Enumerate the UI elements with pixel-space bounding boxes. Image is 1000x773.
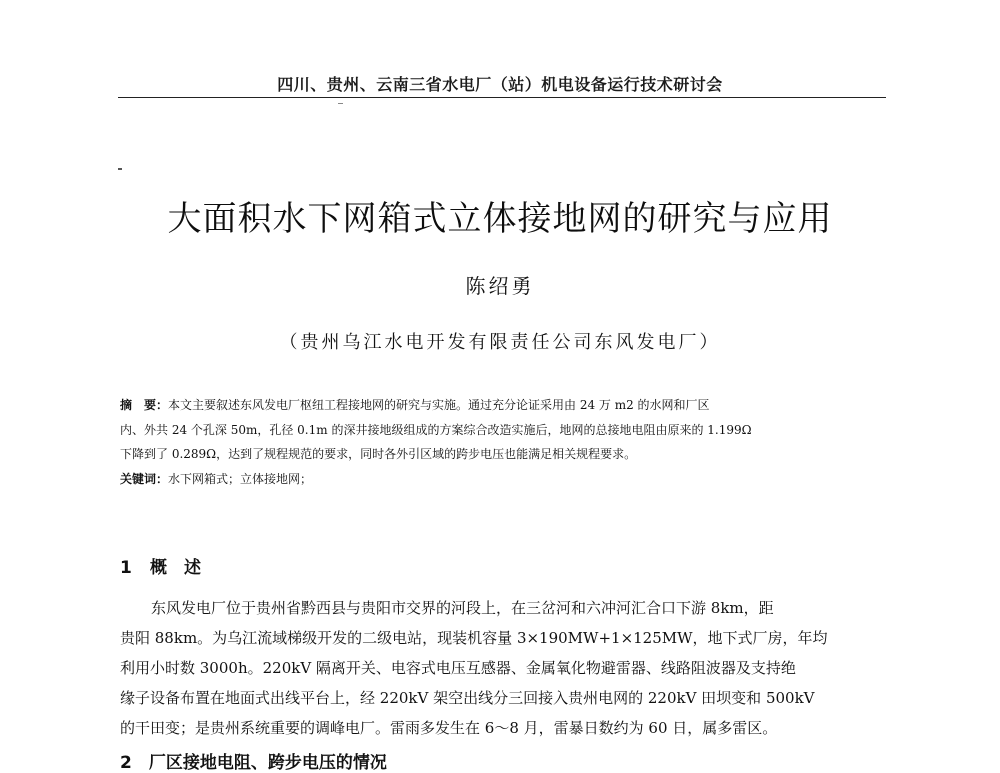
abstract-line xyxy=(120,393,886,418)
section-body xyxy=(120,593,886,743)
next-section-heading: 2 厂区接地电阻、跨步电压的情况 xyxy=(120,753,387,773)
scan-speck xyxy=(118,168,122,170)
body-line: 利用小时数 3000h。220kV 隔离开关、电容式电压互感器、金属氧化物避雷器、线路阻波器及支持绝 xyxy=(120,659,796,677)
section-title: 概 述 xyxy=(150,558,201,578)
affiliation: （贵州乌江水电开发有限责任公司东风发电厂） xyxy=(279,332,721,353)
abstract-block xyxy=(120,393,886,491)
body-line: 的干田变；是贵州系统重要的调峰电厂。雷雨多发生在 6～8 月，雷暴日数约为 60 日，属多雷区。 xyxy=(120,719,778,737)
section-number: 1 xyxy=(120,558,132,578)
author-name: 陈绍勇 xyxy=(465,274,535,298)
abstract-line: 内、外共 24 个孔深 50m，孔径 0.1m 的深井接地级组成的方案综合改造实施后，地网的总接地电阻由原来的 1.199Ω xyxy=(120,422,752,437)
keywords-text: 水下网箱式；立体接地网； xyxy=(168,471,313,486)
section-heading xyxy=(120,553,201,578)
body-line: 东风发电厂位于贵州省黔西县与贵阳市交界的河段上，在三岔河和六冲河汇合口下游 8km，距 xyxy=(151,599,774,617)
paper-title: 大面积水下网箱式立体接地网的研究与应用 xyxy=(167,199,833,239)
header-divider xyxy=(118,97,886,98)
abstract-line: 下降到了 0.289Ω，达到了规程规范的要求，同时各外引区域的跨步电压也能满足相关规程要求。 xyxy=(120,447,637,461)
abstract-label: 摘 要： xyxy=(120,398,169,412)
conference-header: 四川、贵州、云南三省水电厂（站）机电设备运行技术研讨会 xyxy=(277,75,723,94)
body-line: 贵阳 88km。为乌江流域梯级开发的二级电站，现装机容量 3×190MW+1×125MW，地下式厂房，年均 xyxy=(120,629,828,647)
body-line: 缘子设备布置在地面式出线平台上，经 220kV 架空出线分三回接入贵州电网的 220kV 田坝变和 500kV xyxy=(120,689,815,707)
keywords-label: 关键词： xyxy=(120,471,169,486)
scan-speck xyxy=(338,103,343,104)
abstract-text: 本文主要叙述东风发电厂枢纽工程接地网的研究与实施。通过充分论证采用由 24 万 m2 的水网和厂区 xyxy=(168,398,710,412)
keywords-line xyxy=(120,467,886,492)
